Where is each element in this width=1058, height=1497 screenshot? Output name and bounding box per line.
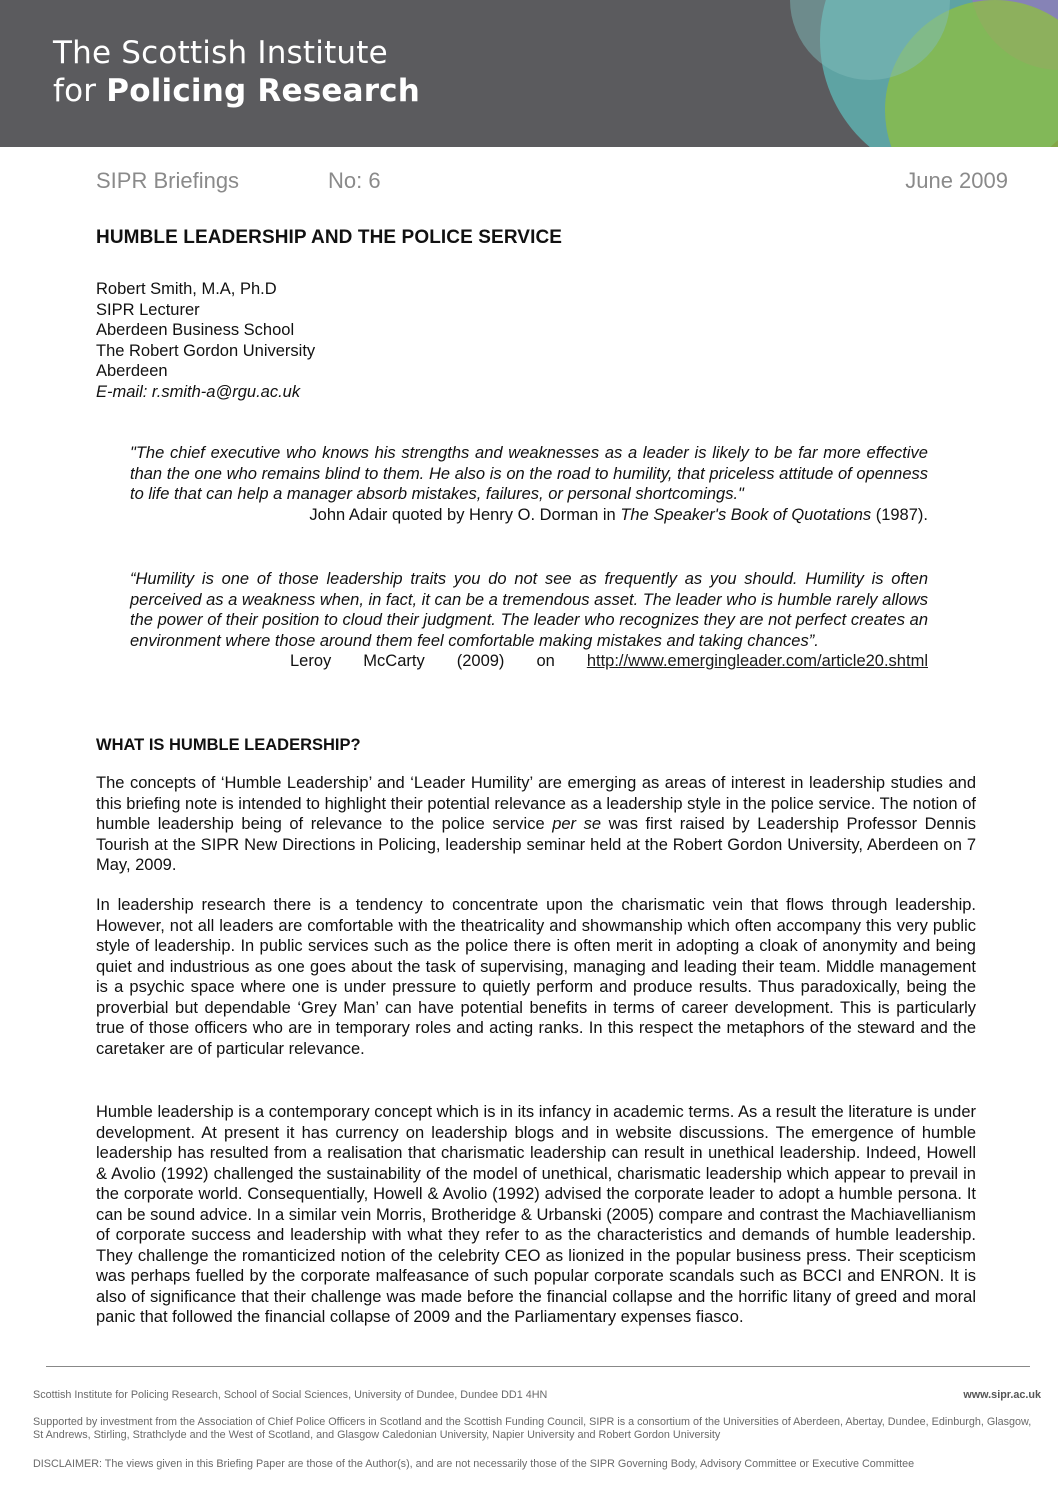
institute-title-line1: The Scottish Institute	[53, 35, 388, 71]
emergingleader-link[interactable]: http://www.emergingleader.com/article20.shtml	[586, 652, 928, 670]
author-name: Robert Smith, M.A, Ph.D	[96, 280, 277, 298]
briefing-header	[96, 168, 1008, 196]
paragraph-1-part-b: was first raised by Leadership Professor Dennis Tourish at the SIPR New Directions in Policing, leadership seminar held at the Robert Gordon University, Aberdeen on 7 May, 2009.	[96, 815, 977, 874]
quote-attribution	[130, 505, 928, 526]
author-role: SIPR Lecturer	[96, 300, 200, 319]
institute-title	[53, 34, 420, 110]
paragraph-2: In leadership research there is a tendency to concentrate upon the charismatic vein that flows through leadership. However, not all leaders are comfortable with the theatricality and showmanship which often accompany this very public style of leadership. In public services such as the police there is often merit in adopting a cloak of anonymity and being quiet and industrious as one goes about the task of supervising, managing and leading their team. Middle management is a psychic space where one is under pressure to quietly perform and produce results. Thus paradoxically, being the proverbial but dependable ‘Grey Man’ can have potential benefits in terms of career development. This is particularly true of those officers who are in temporary roles and acting ranks. In this respect the metaphors of the steward and the caretaker are of particular relevance.	[96, 896, 976, 1058]
attribution-word: on	[536, 652, 555, 670]
header-banner	[0, 0, 1058, 147]
footer-address: Scottish Institute for Policing Research, School of Social Sciences, University of Dundee, Dundee DD1 4HN	[33, 1389, 548, 1401]
quote-text: "The chief executive who knows his strengths and weaknesses as a leader is likely to be far more effective than the one who remains blind to them. He also is on the road to humility, that priceless attitude of openness to life that can help a manager absorb mistakes, failures, or personal shortcomings."	[130, 444, 928, 503]
section-heading: WHAT IS HUMBLE LEADERSHIP?	[96, 736, 361, 754]
quote-attribution	[290, 651, 928, 672]
attribution-word: McCarty	[363, 652, 425, 670]
briefing-number: No: 6	[328, 168, 381, 193]
footer-website-link[interactable]: www.sipr.ac.uk	[963, 1389, 1041, 1401]
document-title: HUMBLE LEADERSHIP AND THE POLICE SERVICE	[96, 227, 563, 248]
institute-title-bold: Policing Research	[106, 73, 421, 109]
author-email[interactable]: E-mail: r.smith-a@rgu.ac.uk	[96, 382, 301, 401]
briefing-date: June 2009	[905, 168, 1008, 193]
attribution-book: The Speaker's Book of Quotations	[620, 505, 872, 524]
institute-title-line2	[53, 72, 420, 110]
paragraph-1-italic: per se	[552, 815, 602, 833]
author-block	[96, 279, 315, 402]
quote-mccarty	[130, 569, 928, 672]
institute-title-prefix: for	[53, 73, 107, 109]
paragraph-1-part-a: The concepts of ‘Humble Leadership’ and ‘Leader Humility’ are emerging as areas of interest in leadership studies and this briefing note is intended to highlight their potential relevance as a leadership style in the police service. The notion of humble leadership being of relevance to the police service	[96, 774, 976, 833]
attribution-prefix: John Adair quoted by Henry O. Dorman in	[309, 505, 621, 524]
author-city: Aberdeen	[96, 362, 168, 380]
attribution-suffix: (1987).	[871, 505, 928, 524]
paragraph-1	[96, 773, 976, 876]
briefing-series: SIPR Briefings	[96, 168, 240, 193]
footer-support: Supported by investment from the Association of Chief Police Officers in Scotland and the Scottish Funding Council, SIPR is a consortium of the Universities of Aberdeen, Abertay, Dundee, Edinburgh, Glasgow, St Andrews, Stirling, Strathclyde and the West of Scotland, and Glasgow Caledonian University, Napier University and Robert Gordon University	[33, 1416, 1032, 1441]
footer-divider	[46, 1366, 1030, 1367]
quote-adair	[130, 443, 928, 525]
author-university: The Robert Gordon University	[96, 341, 316, 360]
footer-disclaimer: DISCLAIMER: The views given in this Briefing Paper are those of the Author(s), and are not necessarily those of the SIPR Governing Body, Advisory Committee or Executive Committee	[33, 1458, 915, 1470]
attribution-word: (2009)	[456, 652, 505, 670]
attribution-word: Leroy	[290, 652, 332, 670]
paragraph-3: Humble leadership is a contemporary concept which is in its infancy in academic terms. As a result the literature is under development. At present it has currency on leadership blogs and in website discussions. The emergence of humble leadership has resulted from a realisation that charismatic leadership can result in unethical leadership. Indeed, Howell & Avolio (1992) challenged the sustainability of the model of unethical, charismatic leadership which appear to prevail in the corporate world. Consequentially, Howell & Avolio (1992) advised the corporate leader to adopt a humble persona. It can be sound advice. In a similar vein Morris, Brotheridge & Urbanski (2005) compare and contrast the Machiavellianism of corporate success and leadership with what they refer to as the characteristics and demands of humble leadership. They challenge the romanticized notion of the celebrity CEO as lionized in the popular business press. Their scepticism was perhaps fuelled by the corporate malfeasance of such popular corporate scandals such as BCCI and ENRON. It is also of significance that their challenge was made before the financial collapse and the horrific litany of greed and moral panic that followed the financial collapse of 2009 and the Parliamentary expenses fiasco.	[96, 1103, 976, 1326]
author-school: Aberdeen Business School	[96, 321, 295, 339]
footer-address-line	[33, 1389, 1041, 1402]
quote-text: “Humility is one of those leadership traits you do not see as frequently as you should. Humility is often perceived as a weakness when, in fact, it can be a tremendous asset. The leader who is humble rarely allows the power of their position to cloud their judgment. The leader who recognizes they are not perfect creates an environment where those around them feel comfortable making mistakes and taking chances”.	[130, 570, 928, 650]
